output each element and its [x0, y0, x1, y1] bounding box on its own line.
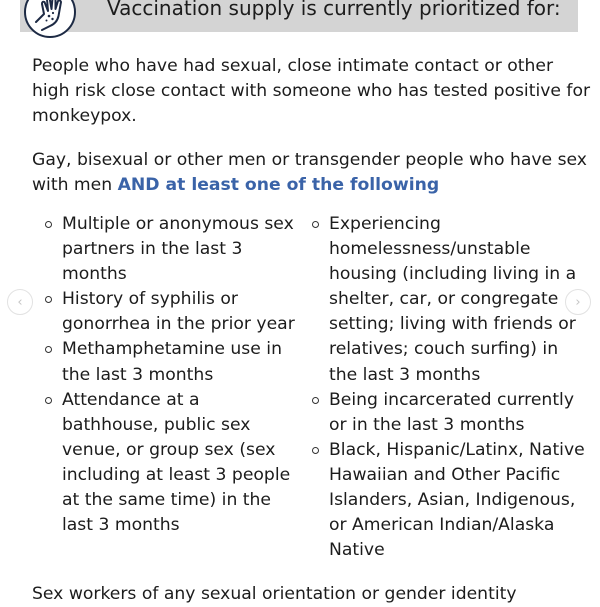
- carousel-next-button[interactable]: [565, 289, 591, 315]
- bullet-icon: [45, 221, 52, 228]
- criteria-item: Being incarcerated currently or in the last 3 months: [329, 388, 591, 438]
- close-contact-paragraph: People who have had sexual, close intimate contact or other high risk close contact with someone who has tested positive for monkeypox.: [32, 56, 591, 126]
- bullet-icon: [312, 221, 319, 228]
- criteria-item: History of syphilis or gonorrhea in the prior year: [62, 287, 298, 337]
- msm-lead-text: Gay, bisexual or other men or transgender people who have sex with men: [32, 150, 587, 195]
- criteria-item: Methamphetamine use in the last 3 months: [62, 337, 298, 387]
- criteria-list-left: [62, 212, 298, 538]
- msm-emphasis-text: AND at least one of the following: [117, 175, 440, 195]
- criteria-item: Attendance at a bathhouse, public sex venue, or group sex (sex including at least 3 people at the same time) in the last 3 months: [62, 388, 298, 539]
- header-title: Vaccination supply is currently prioritized for:: [107, 0, 561, 20]
- hand-with-rash-icon: [24, 0, 76, 38]
- criteria-item: Experiencing homelessness/unstable housing (including living in a shelter, car, or congregate setting; living with friends or relatives; couch surfing) in the last 3 months: [329, 212, 591, 388]
- criteria-list-right: [329, 212, 591, 563]
- bullet-icon: [312, 447, 319, 454]
- sex-workers-paragraph: Sex workers of any sexual orientation or gender identity: [32, 584, 517, 604]
- msm-criteria-paragraph: [32, 148, 592, 198]
- bullet-icon: [45, 397, 52, 404]
- bullet-icon: [45, 296, 52, 303]
- chevron-left-icon: ‹: [17, 294, 23, 310]
- bullet-icon: [312, 397, 319, 404]
- bullet-icon: [45, 346, 52, 353]
- carousel-prev-button[interactable]: [7, 289, 33, 315]
- criteria-item: Black, Hispanic/Latinx, Native Hawaiian and Other Pacific Islanders, Asian, Indigenous, or American Indian/Alaska Native: [329, 438, 591, 563]
- criteria-item: Multiple or anonymous sex partners in the last 3 months: [62, 212, 298, 287]
- chevron-right-icon: ›: [575, 294, 581, 310]
